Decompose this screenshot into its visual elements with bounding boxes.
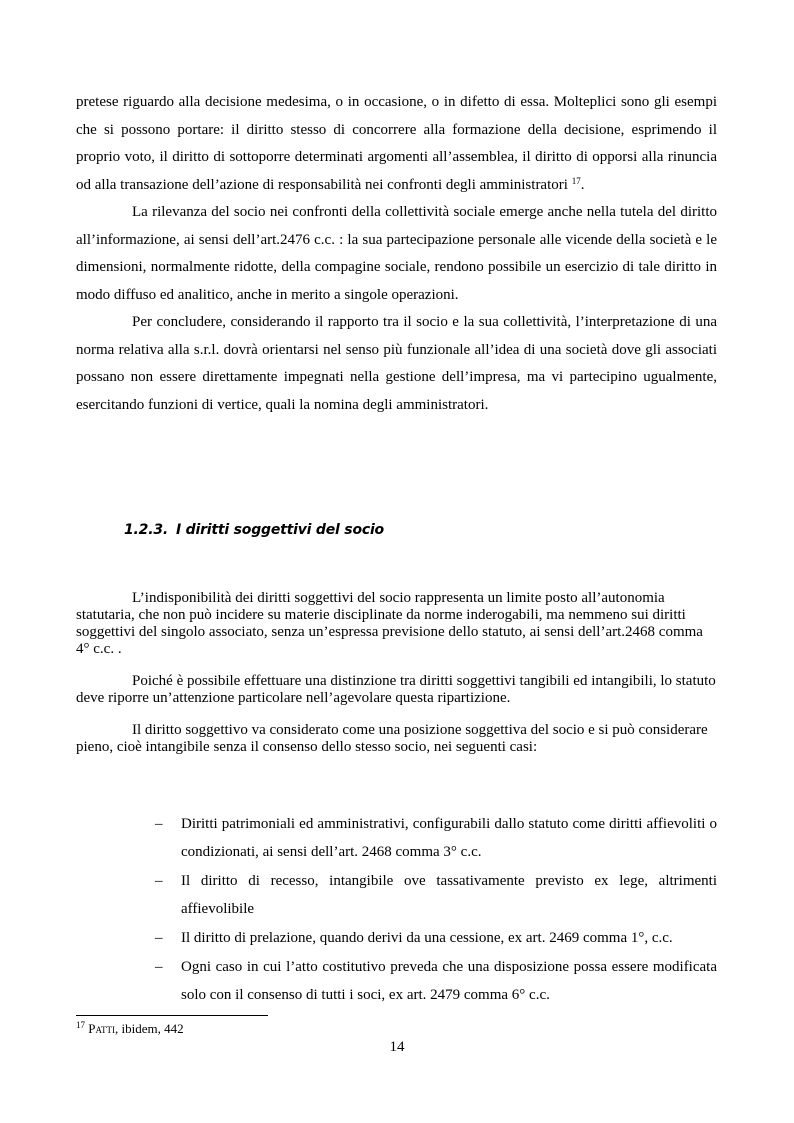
dash-icon: – — [155, 873, 163, 889]
dash-icon: – — [155, 816, 163, 832]
paragraph-1-text: pretese riguardo alla decisione medesima, o in occasione, o in difetto di essa. Molteplici sono gli esempi che si possono portare: il diritto stesso di concorrere alla formazione della decisione, esprimendo il proprio voto, il diritto di sottoporre determinati argomenti all’assemblea, il diritto di opporsi alla rinuncia od alla transazione dell’azione di responsabilità nei confronti degli amministratori — [76, 94, 717, 193]
paragraph-4: L’indisponibilità dei diritti soggettivi del socio rappresenta un limite posto all’autonomia statutaria, che non può incidere su materie disciplinate da norme inderogabili, ma nemmeno sui diritti soggettivi del singolo associato, senza un’espressa previsione dello statuto, ai sensi dell’art.2468 comma 4° c.c. . — [76, 590, 703, 657]
paragraph-1 — [76, 89, 717, 199]
page-number: 14 — [389, 1039, 405, 1055]
section-title: I diritti soggettivi del socio — [175, 522, 384, 538]
list-item — [155, 867, 717, 923]
section-heading — [124, 522, 384, 538]
paragraph-6: Il diritto soggettivo va considerato come una posizione soggettiva del socio e si può considerare pieno, cioè intangibile senza il consenso dello stesso socio, nei seguenti casi: — [76, 722, 708, 755]
paragraph-2: La rilevanza del socio nei confronti della collettività sociale emerge anche nella tutela del diritto all’informazione, ai sensi dell’art.2476 c.c. : la sua partecipazione personale alle vicende della società e le dimensioni, normalmente ridotte, della compagine sociale, rendono possibile un esercizio di tale diritto in modo diffuso ed analitico, anche in merito a singole operazioni. — [76, 204, 717, 303]
paragraph-3: Per concludere, considerando il rapporto tra il socio e la sua collettività, l’interpretazione di una norma relativa alla s.r.l. dovrà orientarsi nel senso più funzionale all’idea di una società dove gli associati possano non essere direttamente impegnati nella gestione dell’impresa, ma vi partecipino ugualmente, esercitando funzioni di vertice, quali la nomina degli amministratori. — [76, 314, 717, 413]
footnote-ref-17[interactable]: 17 — [571, 175, 581, 186]
footnote-text: , ibidem, 442 — [114, 1021, 184, 1036]
list-item-text: Il diritto di prelazione, quando derivi da una cessione, ex art. 2469 comma 1°, c.c. — [181, 930, 673, 946]
body-text-section-1 — [76, 89, 717, 419]
dash-icon: – — [155, 959, 163, 975]
list-item-text: Il diritto di recesso, intangibile ove tassativamente previsto ex lege, altrimenti affievolibile — [181, 873, 717, 917]
list-item — [155, 810, 717, 866]
paragraph-5: Poiché è possibile effettuare una distinzione tra diritti soggettivi tangibili ed intangibili, lo statuto deve riporre un’attenzione particolare nell’agevolare questa ripartizione. — [76, 673, 716, 706]
section-number: 1.2.3. — [124, 522, 168, 538]
body-text-section-2 — [76, 575, 717, 771]
footnote-divider — [76, 1015, 268, 1016]
footnote-number: 17 — [76, 1020, 85, 1030]
rights-list — [155, 810, 717, 1010]
list-item-text: Diritti patrimoniali ed amministrativi, configurabili dallo statuto come diritti affievoliti o condizionati, ai sensi dell’art. 2468 comma 3° c.c. — [181, 816, 717, 860]
list-item — [155, 953, 717, 1009]
footnote — [76, 1021, 184, 1037]
list-item — [155, 924, 717, 952]
paragraph-1-end: . — [580, 176, 585, 193]
dash-icon: – — [155, 930, 163, 946]
list-item-text: Ogni caso in cui l’atto costitutivo preveda che una disposizione possa essere modificata solo con il consenso di tutti i soci, ex art. 2479 comma 6° c.c. — [181, 959, 717, 1003]
footnote-author: Patti — [88, 1021, 115, 1036]
